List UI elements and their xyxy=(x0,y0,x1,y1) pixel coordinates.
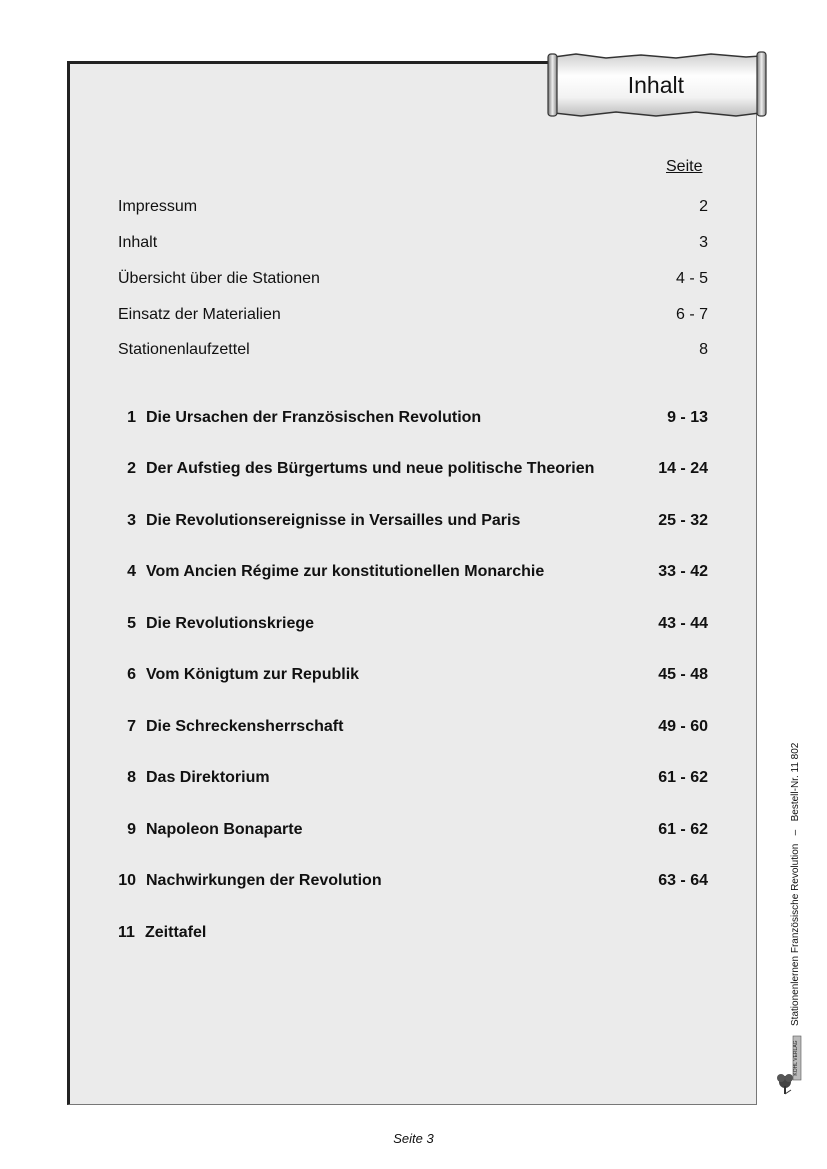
order-number: Bestell-Nr. 11 802 xyxy=(790,742,801,822)
chapter-number: 6 xyxy=(127,666,136,683)
content-panel xyxy=(67,61,757,1105)
logo-text: KOHL VERLAG xyxy=(793,1040,799,1076)
side-publication-info xyxy=(790,726,801,1026)
chapter-number: 11 xyxy=(118,924,135,941)
chapter-pages: 45 - 48 xyxy=(658,666,708,683)
chapter-title: Die Revolutionsereignisse in Versailles und Paris xyxy=(146,512,521,529)
toc-entry-label: Stationenlaufzettel xyxy=(118,341,250,358)
chapter-title: Das Direktorium xyxy=(146,769,270,786)
chapter-pages: 61 - 62 xyxy=(658,821,708,838)
toc-entry-page: 2 xyxy=(699,198,708,215)
publisher-logo xyxy=(775,1034,803,1096)
chapter-number: 5 xyxy=(127,615,136,632)
toc-entry-page: 6 - 7 xyxy=(675,306,708,323)
chapter-pages: 14 - 24 xyxy=(658,460,708,477)
chapter-pages: 61 - 62 xyxy=(658,769,708,786)
chapter-title: Die Schreckensherrschaft xyxy=(146,718,344,735)
toc-entry-label: Inhalt xyxy=(118,234,158,251)
tree-logo-icon xyxy=(775,1034,803,1096)
chapter-number: 1 xyxy=(127,409,136,426)
chapter-title: Vom Ancien Régime zur konstitutionellen Monarchie xyxy=(146,563,545,580)
chapter-title: Nachwirkungen der Revolution xyxy=(146,872,382,889)
chapter-number: 2 xyxy=(127,460,136,477)
chapter-number: 8 xyxy=(127,769,136,786)
chapter-title: Vom Königtum zur Republik xyxy=(146,666,360,683)
chapter-number: 10 xyxy=(118,872,136,889)
chapter-title: Der Aufstieg des Bürgertums und neue politische Theorien xyxy=(146,460,595,477)
toc-entry-label: Impressum xyxy=(118,198,198,215)
toc-entry-label: Übersicht über die Stationen xyxy=(118,270,320,287)
toc-entry-label: Einsatz der Materialien xyxy=(118,306,281,323)
chapter-number: 3 xyxy=(127,512,136,529)
toc-entry-page: 4 - 5 xyxy=(675,270,708,287)
chapter-title: Die Revolutionskriege xyxy=(146,615,315,632)
chapter-number: 4 xyxy=(127,563,136,580)
title-scroll-banner xyxy=(546,51,768,119)
chapter-pages: 63 - 64 xyxy=(658,872,708,889)
separator: – xyxy=(790,829,801,836)
page-title: Inhalt xyxy=(627,71,684,98)
chapter-number: 9 xyxy=(127,821,136,838)
chapter-pages: 33 - 42 xyxy=(658,563,708,580)
chapter-pages: 43 - 44 xyxy=(658,615,708,632)
toc-page-column-header: Seite xyxy=(666,158,703,175)
chapter-pages: 9 - 13 xyxy=(667,409,708,426)
chapter-pages: 25 - 32 xyxy=(658,512,708,529)
toc-entry-page: 3 xyxy=(699,234,708,251)
chapter-number: 7 xyxy=(127,718,136,735)
toc-entry-page: 8 xyxy=(699,341,708,358)
page-footer: Seite 3 xyxy=(393,1131,434,1146)
chapter-pages: 49 - 60 xyxy=(658,718,708,735)
publication-title: Stationenlernen Französische Revolution xyxy=(790,843,801,1026)
chapter-title: Napoleon Bonaparte xyxy=(146,821,303,838)
chapter-title: Die Ursachen der Französischen Revolution xyxy=(146,409,482,426)
chapter-title: Zeittafel xyxy=(145,924,207,941)
